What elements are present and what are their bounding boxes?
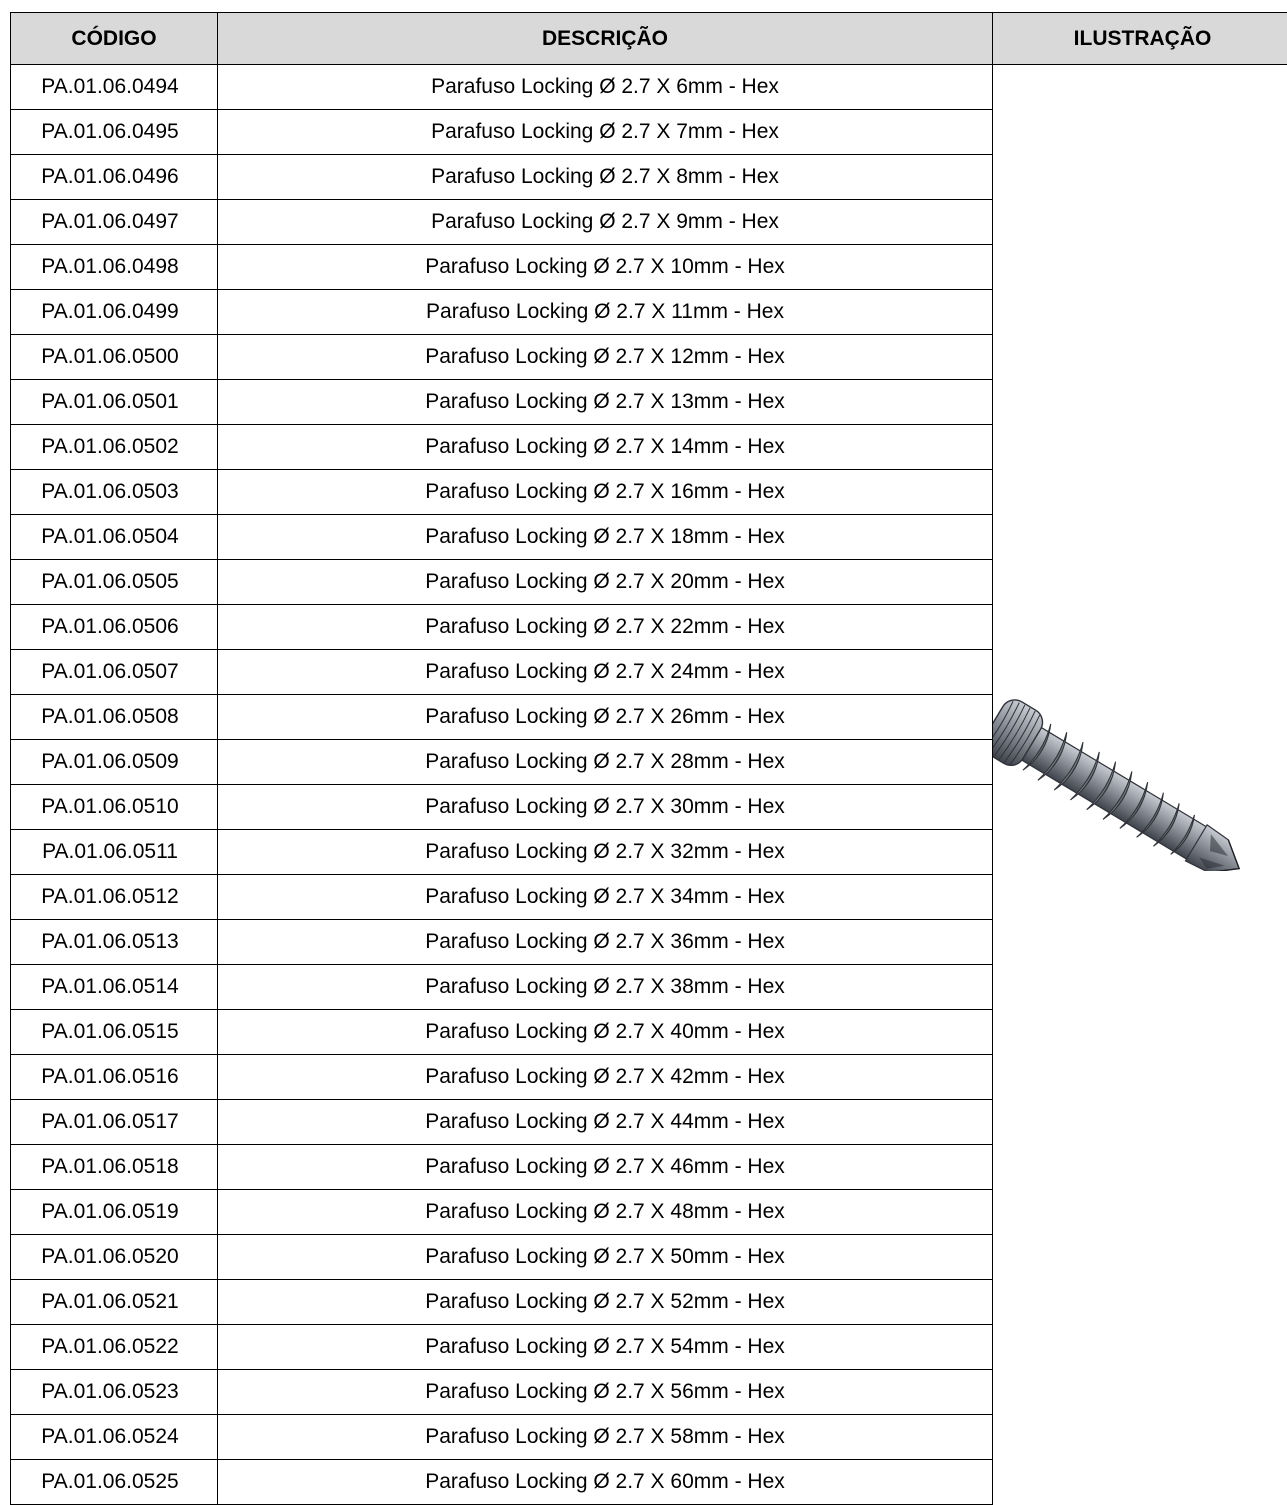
code-cell: PA.01.06.0495 [11,110,218,155]
table-row [11,65,1287,110]
code-cell: PA.01.06.0500 [11,335,218,380]
description-cell: Parafuso Locking Ø 2.7 X 32mm - Hex [218,830,993,875]
description-cell: Parafuso Locking Ø 2.7 X 7mm - Hex [218,110,993,155]
code-cell: PA.01.06.0501 [11,380,218,425]
description-cell: Parafuso Locking Ø 2.7 X 46mm - Hex [218,1145,993,1190]
description-cell: Parafuso Locking Ø 2.7 X 22mm - Hex [218,605,993,650]
code-cell: PA.01.06.0512 [11,875,218,920]
code-cell: PA.01.06.0524 [11,1415,218,1460]
description-cell: Parafuso Locking Ø 2.7 X 20mm - Hex [218,560,993,605]
description-cell: Parafuso Locking Ø 2.7 X 13mm - Hex [218,380,993,425]
description-cell: Parafuso Locking Ø 2.7 X 34mm - Hex [218,875,993,920]
product-table [10,12,1287,1505]
description-cell: Parafuso Locking Ø 2.7 X 40mm - Hex [218,1010,993,1055]
code-cell: PA.01.06.0502 [11,425,218,470]
code-cell: PA.01.06.0499 [11,290,218,335]
description-cell: Parafuso Locking Ø 2.7 X 6mm - Hex [218,65,993,110]
code-cell: PA.01.06.0504 [11,515,218,560]
code-cell: PA.01.06.0513 [11,920,218,965]
description-cell: Parafuso Locking Ø 2.7 X 54mm - Hex [218,1325,993,1370]
illustration-cell [993,65,1287,1505]
header-row [11,13,1287,65]
description-cell: Parafuso Locking Ø 2.7 X 18mm - Hex [218,515,993,560]
illustration-area [993,65,1287,1505]
description-cell: Parafuso Locking Ø 2.7 X 10mm - Hex [218,245,993,290]
description-cell: Parafuso Locking Ø 2.7 X 44mm - Hex [218,1100,993,1145]
code-cell: PA.01.06.0510 [11,785,218,830]
header-description: DESCRIÇÃO [218,13,993,65]
description-cell: Parafuso Locking Ø 2.7 X 60mm - Hex [218,1460,993,1505]
description-cell: Parafuso Locking Ø 2.7 X 12mm - Hex [218,335,993,380]
code-cell: PA.01.06.0511 [11,830,218,875]
locking-screw-icon [993,671,1285,871]
description-cell: Parafuso Locking Ø 2.7 X 56mm - Hex [218,1370,993,1415]
header-illustration: ILUSTRAÇÃO [993,13,1287,65]
code-cell: PA.01.06.0525 [11,1460,218,1505]
description-cell: Parafuso Locking Ø 2.7 X 14mm - Hex [218,425,993,470]
table-body [11,65,1287,1505]
header-code: CÓDIGO [11,13,218,65]
description-cell: Parafuso Locking Ø 2.7 X 8mm - Hex [218,155,993,200]
code-cell: PA.01.06.0518 [11,1145,218,1190]
code-cell: PA.01.06.0505 [11,560,218,605]
code-cell: PA.01.06.0523 [11,1370,218,1415]
code-cell: PA.01.06.0515 [11,1010,218,1055]
description-cell: Parafuso Locking Ø 2.7 X 36mm - Hex [218,920,993,965]
code-cell: PA.01.06.0507 [11,650,218,695]
code-cell: PA.01.06.0494 [11,65,218,110]
description-cell: Parafuso Locking Ø 2.7 X 30mm - Hex [218,785,993,830]
code-cell: PA.01.06.0520 [11,1235,218,1280]
code-cell: PA.01.06.0503 [11,470,218,515]
description-cell: Parafuso Locking Ø 2.7 X 42mm - Hex [218,1055,993,1100]
code-cell: PA.01.06.0509 [11,740,218,785]
code-cell: PA.01.06.0522 [11,1325,218,1370]
code-cell: PA.01.06.0506 [11,605,218,650]
description-cell: Parafuso Locking Ø 2.7 X 52mm - Hex [218,1280,993,1325]
code-cell: PA.01.06.0508 [11,695,218,740]
code-cell: PA.01.06.0516 [11,1055,218,1100]
code-cell: PA.01.06.0498 [11,245,218,290]
description-cell: Parafuso Locking Ø 2.7 X 48mm - Hex [218,1190,993,1235]
code-cell: PA.01.06.0514 [11,965,218,1010]
description-cell: Parafuso Locking Ø 2.7 X 9mm - Hex [218,200,993,245]
description-cell: Parafuso Locking Ø 2.7 X 28mm - Hex [218,740,993,785]
code-cell: PA.01.06.0521 [11,1280,218,1325]
description-cell: Parafuso Locking Ø 2.7 X 11mm - Hex [218,290,993,335]
code-cell: PA.01.06.0517 [11,1100,218,1145]
description-cell: Parafuso Locking Ø 2.7 X 24mm - Hex [218,650,993,695]
table-header [11,13,1287,65]
code-cell: PA.01.06.0497 [11,200,218,245]
description-cell: Parafuso Locking Ø 2.7 X 50mm - Hex [218,1235,993,1280]
description-cell: Parafuso Locking Ø 2.7 X 16mm - Hex [218,470,993,515]
description-cell: Parafuso Locking Ø 2.7 X 58mm - Hex [218,1415,993,1460]
code-cell: PA.01.06.0496 [11,155,218,200]
code-cell: PA.01.06.0519 [11,1190,218,1235]
description-cell: Parafuso Locking Ø 2.7 X 38mm - Hex [218,965,993,1010]
description-cell: Parafuso Locking Ø 2.7 X 26mm - Hex [218,695,993,740]
